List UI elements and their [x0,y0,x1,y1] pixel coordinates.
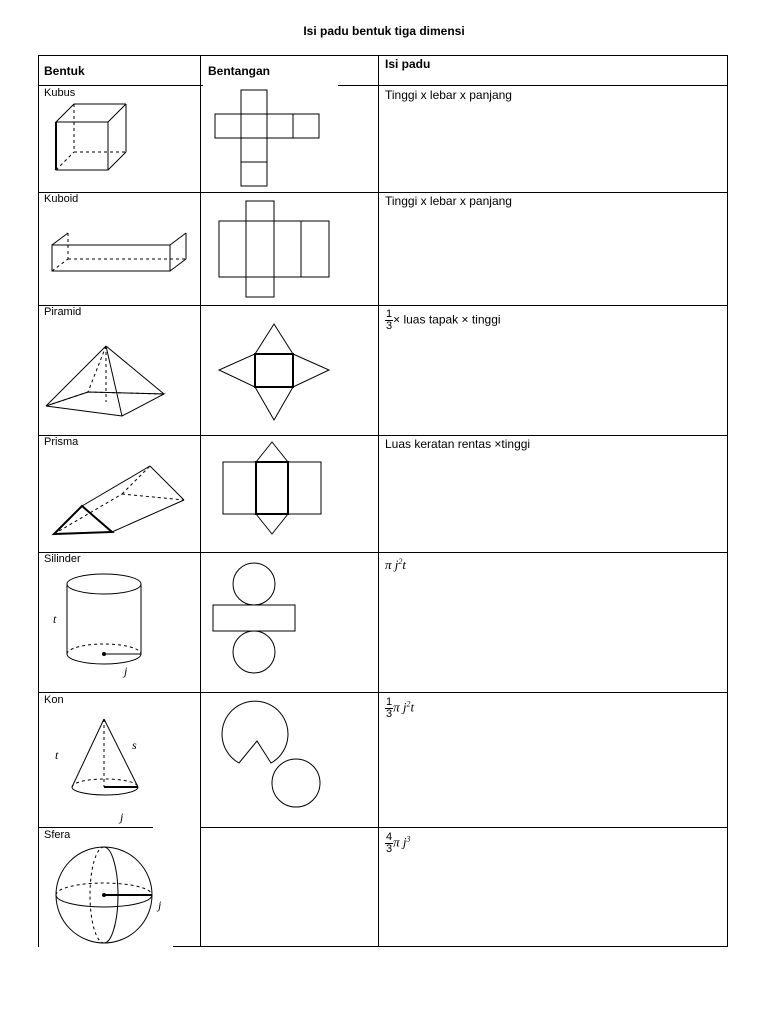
prism-net-drawing [201,436,378,552]
table-border-bottom [173,946,728,947]
cube-net-drawing [201,86,378,192]
pyramid-drawing [38,306,200,435]
fraction: $\frac{4}{3}$ [386,831,393,855]
radius-label-j: j [124,664,128,678]
shape-name-kubus: Kubus [44,87,76,99]
formula-piramid: $\frac{1}{3}$ × luas tapak × tinggi [386,308,501,332]
radius-label-j: j [120,810,124,824]
cube-drawing [38,86,200,192]
formula-prisma: Luas keratan rentas ×tinggi [385,437,531,451]
row-divider [38,827,153,828]
header-divider-right [338,85,728,86]
prism-drawing [38,436,200,552]
table-border-top [38,55,728,56]
header-bentuk: Bentuk [44,64,85,78]
formula-sfera: $\frac{4}{3}$ π $j^3$ [386,831,411,855]
header-isi-padu: Isi padu [385,57,431,71]
radius-label-j: j [158,898,162,912]
fraction: $\frac{1}{3}$ [386,696,393,720]
column-divider-2 [378,55,379,947]
page-title: Isi padu bentuk tiga dimensi [303,24,465,38]
volume-table [38,55,728,947]
height-label-t: t [55,748,59,762]
formula-kuboid: Tinggi x lebar x panjang [385,194,512,208]
formula-silinder: π $j^2t$ [385,557,406,572]
table-border-right [727,55,728,947]
cone-drawing [38,693,200,827]
formula-kubus: Tinggi x lebar x panjang [385,88,512,102]
shape-name-kon: Kon [44,694,64,706]
shape-name-silinder: Silinder [44,553,81,565]
shape-name-kuboid: Kuboid [44,193,79,205]
height-label-t: t [53,612,57,626]
cylinder-drawing [38,553,200,692]
pyramid-net-drawing [201,306,378,435]
cone-net-drawing [201,693,378,827]
cuboid-net-drawing [201,193,378,305]
slant-label-s: s [132,738,137,752]
fraction: $\frac{1}{3}$ [386,308,393,332]
shape-name-prisma: Prisma [44,436,79,448]
shape-name-sfera: Sfera [44,829,71,841]
cylinder-net-drawing [201,553,378,692]
formula-kon: $\frac{1}{3}$ π $j^2t$ [386,696,415,720]
cuboid-drawing [38,193,200,305]
sphere-drawing [38,829,200,947]
header-bentangan: Bentangan [208,64,271,78]
shape-name-piramid: Piramid [44,306,82,318]
row-divider [200,827,728,828]
